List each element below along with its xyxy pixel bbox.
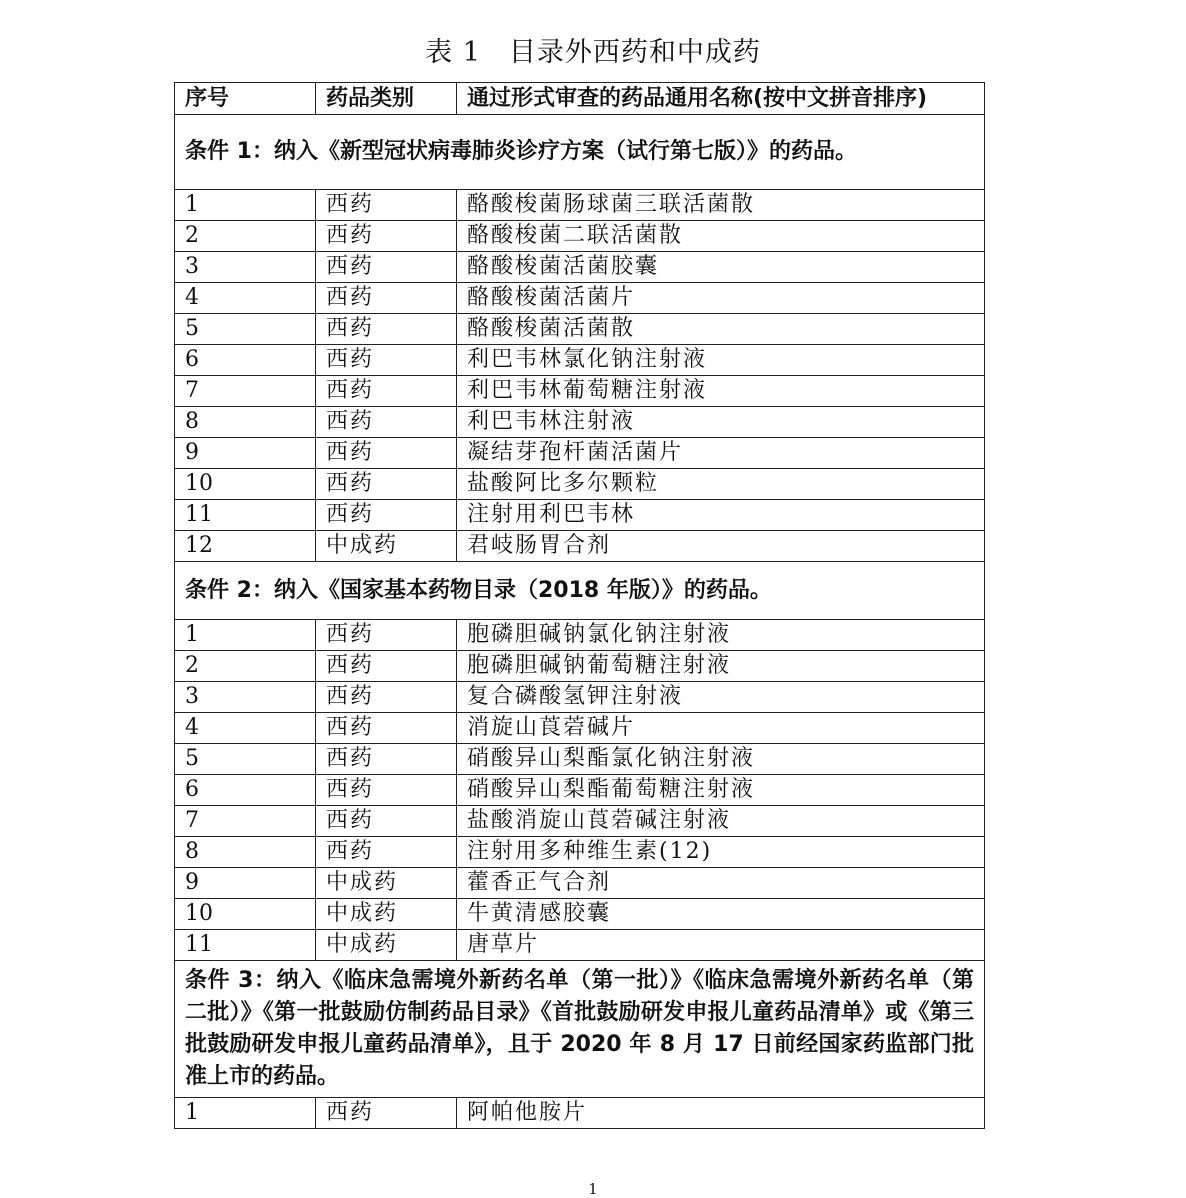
table-row xyxy=(175,651,985,682)
cell-serial: 10 xyxy=(175,469,316,500)
page-number: 1 xyxy=(588,1180,598,1198)
condition-text: 条件 3：纳入《临床急需境外新药名单（第一批）》《临床急需境外新药名单（第二批）》《第一批鼓励仿制药品目录》《首批鼓励研发申报儿童药品清单》或《第三批鼓励研发申报儿童药品清单》，且于 2020 年 8 月 17 日前经国家药监部门批准上市的药品。 xyxy=(175,961,985,1098)
cell-name: 利巴韦林注射液 xyxy=(457,407,985,438)
cell-category: 西药 xyxy=(316,345,457,376)
cell-name: 盐酸消旋山莨菪碱注射液 xyxy=(457,806,985,837)
cell-category: 中成药 xyxy=(316,899,457,930)
cell-category: 西药 xyxy=(316,190,457,221)
cell-name: 酪酸梭菌活菌散 xyxy=(457,314,985,345)
cell-name: 唐草片 xyxy=(457,930,985,961)
header-serial: 序号 xyxy=(175,83,316,115)
table-row xyxy=(175,438,985,469)
table-title: 表 1 目录外西药和中成药 xyxy=(425,37,761,68)
cell-category: 中成药 xyxy=(316,930,457,961)
cell-serial: 3 xyxy=(175,682,316,713)
table-row xyxy=(175,806,985,837)
cell-serial: 3 xyxy=(175,252,316,283)
cell-name: 君岐肠胃合剂 xyxy=(457,531,985,562)
cell-name: 藿香正气合剂 xyxy=(457,868,985,899)
table-row xyxy=(175,283,985,314)
cell-name: 酪酸梭菌活菌片 xyxy=(457,283,985,314)
table-row xyxy=(175,775,985,806)
cell-name: 胞磷胆碱钠氯化钠注射液 xyxy=(457,620,985,651)
header-drug-name: 通过形式审查的药品通用名称(按中文拼音排序) xyxy=(457,83,985,115)
cell-serial: 12 xyxy=(175,531,316,562)
table-row xyxy=(175,930,985,961)
cell-name: 胞磷胆碱钠葡萄糖注射液 xyxy=(457,651,985,682)
cell-category: 西药 xyxy=(316,407,457,438)
cell-category: 西药 xyxy=(316,376,457,407)
cell-serial: 8 xyxy=(175,407,316,438)
cell-category: 西药 xyxy=(316,438,457,469)
table-row xyxy=(175,221,985,252)
table-row xyxy=(175,682,985,713)
cell-name: 酪酸梭菌肠球菌三联活菌散 xyxy=(457,190,985,221)
cell-serial: 6 xyxy=(175,345,316,376)
table-row xyxy=(175,744,985,775)
cell-serial: 5 xyxy=(175,314,316,345)
cell-serial: 9 xyxy=(175,868,316,899)
cell-name: 硝酸异山梨酯氯化钠注射液 xyxy=(457,744,985,775)
table-row xyxy=(175,837,985,868)
cell-name: 牛黄清感胶囊 xyxy=(457,899,985,930)
table-row xyxy=(175,713,985,744)
cell-serial: 6 xyxy=(175,775,316,806)
cell-name: 复合磷酸氢钾注射液 xyxy=(457,682,985,713)
table-row xyxy=(175,345,985,376)
cell-category: 西药 xyxy=(316,744,457,775)
cell-serial: 2 xyxy=(175,221,316,252)
cell-category: 西药 xyxy=(316,620,457,651)
cell-name: 利巴韦林氯化钠注射液 xyxy=(457,345,985,376)
cell-serial: 8 xyxy=(175,837,316,868)
cell-serial: 11 xyxy=(175,500,316,531)
cell-serial: 10 xyxy=(175,899,316,930)
table-row xyxy=(175,376,985,407)
cell-category: 西药 xyxy=(316,314,457,345)
condition-text: 条件 1：纳入《新型冠状病毒肺炎诊疗方案（试行第七版）》的药品。 xyxy=(175,115,985,190)
cell-category: 西药 xyxy=(316,775,457,806)
cell-category: 西药 xyxy=(316,221,457,252)
condition-row xyxy=(175,562,985,620)
cell-serial: 1 xyxy=(175,190,316,221)
cell-category: 中成药 xyxy=(316,868,457,899)
table-header-row xyxy=(175,83,985,115)
cell-category: 西药 xyxy=(316,283,457,314)
condition-row xyxy=(175,115,985,190)
cell-serial: 7 xyxy=(175,376,316,407)
table-row xyxy=(175,407,985,438)
cell-category: 中成药 xyxy=(316,531,457,562)
condition-text: 条件 2：纳入《国家基本药物目录（2018 年版）》的药品。 xyxy=(175,562,985,620)
cell-category: 西药 xyxy=(316,837,457,868)
table-row xyxy=(175,500,985,531)
cell-name: 利巴韦林葡萄糖注射液 xyxy=(457,376,985,407)
cell-serial: 1 xyxy=(175,620,316,651)
drug-table xyxy=(174,82,985,1129)
table-row xyxy=(175,620,985,651)
table-row xyxy=(175,252,985,283)
cell-name: 消旋山莨菪碱片 xyxy=(457,713,985,744)
cell-serial: 5 xyxy=(175,744,316,775)
table-row xyxy=(175,899,985,930)
cell-name: 酪酸梭菌活菌胶囊 xyxy=(457,252,985,283)
table-row xyxy=(175,868,985,899)
cell-serial: 4 xyxy=(175,713,316,744)
cell-name: 酪酸梭菌二联活菌散 xyxy=(457,221,985,252)
table-row xyxy=(175,469,985,500)
cell-serial: 7 xyxy=(175,806,316,837)
cell-category: 西药 xyxy=(316,806,457,837)
cell-serial: 11 xyxy=(175,930,316,961)
cell-name: 阿帕他胺片 xyxy=(457,1098,985,1129)
cell-name: 注射用多种维生素(12) xyxy=(457,837,985,868)
condition-row xyxy=(175,961,985,1098)
cell-category: 西药 xyxy=(316,682,457,713)
cell-name: 凝结芽孢杆菌活菌片 xyxy=(457,438,985,469)
cell-category: 西药 xyxy=(316,713,457,744)
table-row xyxy=(175,1098,985,1129)
cell-category: 西药 xyxy=(316,1098,457,1129)
cell-serial: 9 xyxy=(175,438,316,469)
cell-category: 西药 xyxy=(316,252,457,283)
header-category: 药品类别 xyxy=(316,83,457,115)
cell-category: 西药 xyxy=(316,500,457,531)
cell-category: 西药 xyxy=(316,469,457,500)
cell-name: 注射用利巴韦林 xyxy=(457,500,985,531)
cell-serial: 2 xyxy=(175,651,316,682)
table-row xyxy=(175,314,985,345)
cell-name: 硝酸异山梨酯葡萄糖注射液 xyxy=(457,775,985,806)
cell-serial: 1 xyxy=(175,1098,316,1129)
cell-category: 西药 xyxy=(316,651,457,682)
cell-name: 盐酸阿比多尔颗粒 xyxy=(457,469,985,500)
table-row xyxy=(175,190,985,221)
cell-serial: 4 xyxy=(175,283,316,314)
table-row xyxy=(175,531,985,562)
